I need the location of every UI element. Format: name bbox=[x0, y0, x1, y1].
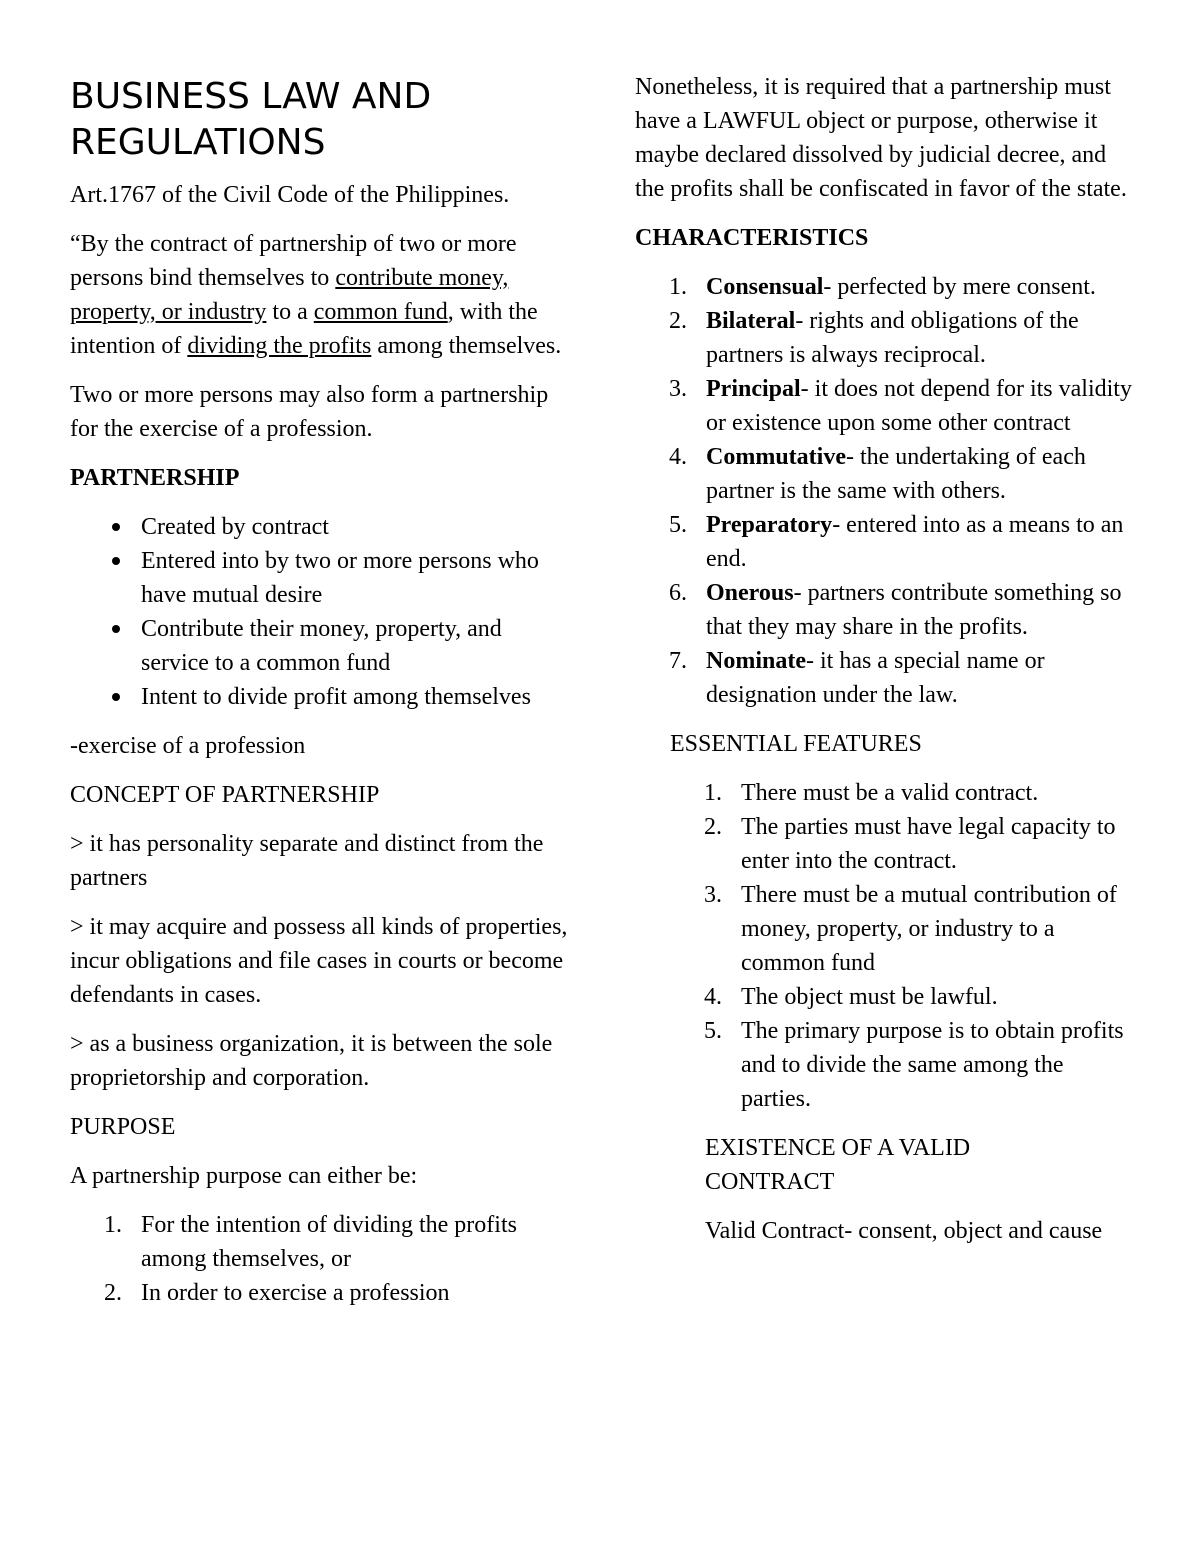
list-item-text: For the intention of dividing the profits among themselves, or bbox=[141, 1212, 517, 1272]
list-item bbox=[70, 1276, 570, 1310]
quote-text-3: , with the intention of bbox=[70, 299, 538, 359]
article-reference: Art.1767 of the Civil Code of the Philippines. bbox=[70, 182, 510, 208]
list-item-text: The parties must have legal capacity to enter into the contract. bbox=[741, 814, 1116, 874]
list-item bbox=[635, 508, 1135, 576]
list-number: 4. bbox=[704, 984, 722, 1010]
quote-underline-common-fund: common fund bbox=[313, 299, 448, 325]
list-item bbox=[635, 304, 1135, 372]
profession-paragraph: Two or more persons may also form a partnership for the exercise of a profession. bbox=[70, 382, 549, 442]
concept-point: > it has personality separate and distinct from the partners bbox=[70, 831, 544, 891]
lawful-purpose-paragraph: Nonetheless, it is required that a partnership must have a LAWFUL object or purpose, otherwise it maybe declared dissolved by judicial decree, and the profits shall be confiscated in favor of the state. bbox=[635, 74, 1127, 202]
list-number: 2. bbox=[104, 1280, 122, 1306]
concept-heading: CONCEPT OF PARTNERSHIP bbox=[70, 782, 380, 808]
list-number: 5. bbox=[669, 512, 687, 538]
right-column bbox=[635, 70, 1135, 1263]
purpose-intro: A partnership purpose can either be: bbox=[70, 1163, 418, 1189]
list-item-text: The object must be lawful. bbox=[741, 984, 998, 1010]
list-item bbox=[635, 372, 1135, 440]
valid-contract-line: Valid Contract- consent, object and cause bbox=[705, 1218, 1103, 1244]
list-item: Created by contract bbox=[70, 510, 570, 544]
concept-point: > it may acquire and possess all kinds of properties, incur obligations and file cases in courts or become defendants in cases. bbox=[70, 914, 568, 1008]
characteristic-desc: - entered into as a means to an end. bbox=[706, 512, 1124, 572]
list-item bbox=[635, 270, 1135, 304]
list-item-text: In order to exercise a profession bbox=[141, 1280, 450, 1306]
characteristic-desc: - it does not depend for its validity or existence upon some other contract bbox=[706, 376, 1132, 436]
valid-contract-section bbox=[705, 1131, 1135, 1248]
list-item: Contribute their money, property, and service to a common fund bbox=[70, 612, 570, 680]
list-number: 3. bbox=[669, 376, 687, 402]
list-item: Intent to divide profit among themselves bbox=[70, 680, 570, 714]
list-number: 1. bbox=[704, 780, 722, 806]
list-item-text: There must be a mutual contribution of money, property, or industry to a common fund bbox=[741, 882, 1117, 976]
list-number: 5. bbox=[704, 1018, 722, 1044]
partnership-definition-quote bbox=[70, 227, 570, 363]
characteristic-desc: - partners contribute something so that they may share in the profits. bbox=[706, 580, 1122, 640]
document-title: BUSINESS LAW AND REGULATIONS bbox=[70, 76, 432, 163]
characteristic-term: Onerous bbox=[706, 580, 794, 606]
list-number: 1. bbox=[104, 1212, 122, 1238]
essential-features-heading: ESSENTIAL FEATURES bbox=[670, 731, 922, 757]
quote-text-4: among themselves. bbox=[371, 333, 562, 359]
list-item: Entered into by two or more persons who have mutual desire bbox=[70, 544, 570, 612]
characteristic-term: Consensual bbox=[706, 274, 824, 300]
quote-underline-dividing-profits: dividing the profits bbox=[187, 333, 372, 359]
partnership-bullet-list bbox=[70, 510, 570, 714]
partnership-heading: PARTNERSHIP bbox=[70, 465, 240, 491]
list-number: 6. bbox=[669, 580, 687, 606]
characteristic-term: Principal bbox=[706, 376, 801, 402]
list-item bbox=[670, 1014, 1135, 1116]
list-item bbox=[670, 980, 1135, 1014]
list-number: 7. bbox=[669, 648, 687, 674]
concept-point: > as a business organization, it is between the sole proprietorship and corporation. bbox=[70, 1031, 553, 1091]
characteristic-term: Bilateral bbox=[706, 308, 796, 334]
existence-heading: EXISTENCE OF A VALID CONTRACT bbox=[705, 1135, 971, 1195]
list-item bbox=[670, 810, 1135, 878]
list-item bbox=[635, 644, 1135, 712]
list-item bbox=[635, 440, 1135, 508]
quote-text-1: “By the contract of partnership of two or more persons bind themselves to bbox=[70, 231, 517, 291]
characteristic-desc: - it has a special name or designation under the law. bbox=[706, 648, 1045, 708]
characteristic-term: Preparatory bbox=[706, 512, 833, 538]
essential-features-section bbox=[670, 727, 1135, 1248]
exercise-line: -exercise of a profession bbox=[70, 733, 306, 759]
list-number: 3. bbox=[704, 882, 722, 908]
quote-text-2: to a bbox=[266, 299, 314, 325]
characteristic-desc: - the undertaking of each partner is the same with others. bbox=[706, 444, 1086, 504]
list-item-text: There must be a valid contract. bbox=[741, 780, 1039, 806]
quote-underline-contribute: contribute money, property, or industry bbox=[70, 265, 509, 325]
list-item-text: The primary purpose is to obtain profits and to divide the same among the parties. bbox=[741, 1018, 1124, 1112]
list-number: 2. bbox=[669, 308, 687, 334]
list-item bbox=[635, 576, 1135, 644]
purpose-list bbox=[70, 1208, 570, 1310]
list-number: 1. bbox=[669, 274, 687, 300]
list-number: 2. bbox=[704, 814, 722, 840]
essential-features-list bbox=[670, 776, 1135, 1116]
list-item bbox=[670, 776, 1135, 810]
list-number: 4. bbox=[669, 444, 687, 470]
characteristic-term: Nominate bbox=[706, 648, 806, 674]
characteristic-desc: - rights and obligations of the partners is always reciprocal. bbox=[706, 308, 1079, 368]
characteristic-term: Commutative bbox=[706, 444, 846, 470]
characteristics-list bbox=[635, 270, 1135, 712]
left-column bbox=[70, 74, 570, 1325]
characteristics-heading: CHARACTERISTICS bbox=[635, 225, 869, 251]
characteristic-desc: - perfected by mere consent. bbox=[823, 274, 1096, 300]
list-item bbox=[70, 1208, 570, 1276]
list-item bbox=[670, 878, 1135, 980]
purpose-heading: PURPOSE bbox=[70, 1114, 176, 1140]
